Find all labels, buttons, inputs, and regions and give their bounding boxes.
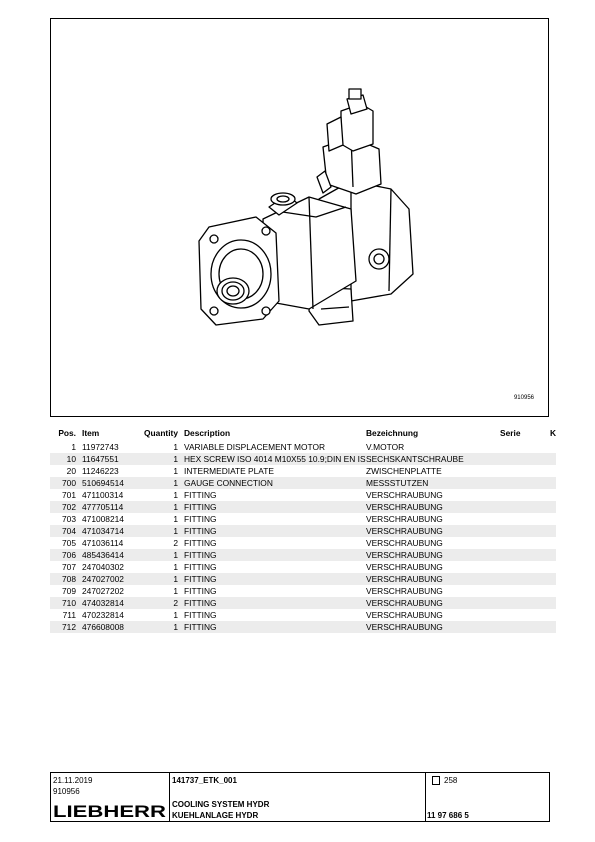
row-item-number: 470232814 [82,610,124,620]
row-quantity: 1 [173,442,178,452]
document-id: 141737_ETK_001 [172,776,237,785]
row-quantity: 1 [173,514,178,524]
row-k [544,585,556,597]
header-serie: Serie [500,427,521,438]
row-serie [500,549,544,561]
row-serie [500,561,544,573]
row-item-number: 485436414 [82,549,136,561]
row-description: FITTING [184,490,217,500]
row-item-number: 474032814 [82,597,136,609]
row-description: FITTING [184,538,217,548]
title-english: COOLING SYSTEM HYDR [172,800,270,809]
row-k [544,597,556,609]
row-description: FITTING [184,501,366,513]
row-item-number: 510694514 [82,477,136,489]
row-pos: 10 [50,453,82,465]
row-serie [500,489,544,501]
row-item-number: 471034714 [82,525,136,537]
page-number: 258 [444,776,458,785]
row-description: FITTING [184,562,217,572]
title-block [50,772,550,822]
row-bezeichnung: VERSCHRAUBUNG [366,610,443,620]
row-description: FITTING [184,573,366,585]
row-bezeichnung: VERSCHRAUBUNG [366,490,443,500]
row-bezeichnung: ZWISCHENPLATTE [366,466,442,476]
row-quantity: 1 [136,477,184,489]
table-header-row [50,424,556,441]
row-item-number: 11972743 [82,442,119,452]
table-row [50,525,556,537]
row-bezeichnung: SECHSKANTSCHRAUBE [366,453,500,465]
drawing-code: 910956 [53,787,80,796]
row-description: FITTING [184,549,366,561]
header-item: Item [82,427,100,438]
row-k [544,537,556,549]
row-pos: 711 [62,610,76,620]
row-item-number: 247027202 [82,586,124,596]
row-description: GAUGE CONNECTION [184,477,366,489]
row-k [544,621,556,633]
table-row [50,609,556,621]
table-row [50,513,556,525]
row-pos: 20 [66,466,76,476]
row-k [544,501,556,513]
row-quantity: 2 [173,538,178,548]
header-description: Description [184,427,231,438]
row-bezeichnung: VERSCHRAUBUNG [366,586,443,596]
row-bezeichnung: VERSCHRAUBUNG [366,538,443,548]
row-bezeichnung: VERSCHRAUBUNG [366,525,500,537]
row-serie [500,453,544,465]
title-block-right [425,773,549,821]
row-k [544,465,556,477]
row-pos: 704 [50,525,82,537]
header-k: K [549,427,556,438]
row-quantity: 1 [173,466,178,476]
row-description: FITTING [184,525,366,537]
row-bezeichnung: VERSCHRAUBUNG [366,597,500,609]
row-k [544,453,556,465]
row-bezeichnung: VERSCHRAUBUNG [366,501,500,513]
row-description: INTERMEDIATE PLATE [184,466,274,476]
row-k [544,561,556,573]
row-serie [500,525,544,537]
row-description: FITTING [184,597,366,609]
row-quantity: 1 [136,573,184,585]
row-k [544,441,556,453]
row-bezeichnung: VERSCHRAUBUNG [366,621,500,633]
row-k [544,489,556,501]
table-row [50,441,556,453]
row-pos: 710 [50,597,82,609]
row-description: VARIABLE DISPLACEMENT MOTOR [184,442,326,452]
row-serie [500,585,544,597]
table-row [50,549,556,561]
row-item-number: 471036114 [82,538,124,548]
row-item-number: 247040302 [82,562,124,572]
row-description: FITTING [184,621,366,633]
table-row [50,597,556,609]
figure-number: 910956 [513,395,534,401]
page-icon [432,776,440,785]
row-pos: 701 [62,490,76,500]
row-k [544,573,556,585]
row-serie [500,501,544,513]
row-serie [500,477,544,489]
row-serie [500,465,544,477]
row-serie [500,609,544,621]
row-quantity: 1 [136,549,184,561]
row-serie [500,597,544,609]
print-date: 21.11.2019 [53,776,93,785]
row-serie [500,537,544,549]
assembly-part-number: 11 97 686 5 [427,811,469,820]
row-pos: 702 [50,501,82,513]
row-pos: 703 [62,514,76,524]
table-row [50,585,556,597]
row-description: HEX SCREW ISO 4014 M10X55 10.9;DIN EN IS [184,454,366,464]
hydraulic-motor-illustration [51,19,548,416]
liebherr-logo [53,803,167,819]
header-pos: Pos. [58,427,76,438]
table-row [50,537,556,549]
header-quantity: Quantity [144,427,178,438]
title-german: KUEHLANLAGE HYDR [172,811,259,820]
row-item-number: 476608008 [82,621,136,633]
row-k [544,513,556,525]
parts-table-body [50,441,556,633]
table-row [50,465,556,477]
row-quantity: 1 [136,501,184,513]
row-serie [500,573,544,585]
row-bezeichnung: VERSCHRAUBUNG [366,573,500,585]
row-serie [500,441,544,453]
row-quantity: 1 [136,525,184,537]
row-pos: 700 [50,477,82,489]
row-pos: 707 [62,562,76,572]
row-pos: 705 [62,538,76,548]
figure-frame [50,18,549,417]
row-k [544,609,556,621]
row-quantity: 1 [173,490,178,500]
row-serie [500,513,544,525]
row-k [544,525,556,537]
table-row [50,561,556,573]
table-row [50,621,556,633]
row-bezeichnung: MESSSTUTZEN [366,477,500,489]
row-pos: 712 [50,621,82,633]
row-quantity: 1 [136,453,184,465]
row-bezeichnung: VERSCHRAUBUNG [366,562,443,572]
table-row [50,453,556,465]
row-item-number: 477705114 [82,501,136,513]
row-quantity: 1 [173,562,178,572]
table-row [50,489,556,501]
row-item-number: 11246223 [82,466,119,476]
row-quantity: 1 [136,621,184,633]
row-quantity: 1 [173,610,178,620]
row-item-number: 247027002 [82,573,136,585]
table-row [50,573,556,585]
table-row [50,477,556,489]
row-item-number: 11647551 [82,453,136,465]
row-bezeichnung: VERSCHRAUBUNG [366,514,443,524]
header-bezeichnung: Bezeichnung [366,427,419,438]
title-block-middle [169,773,426,821]
table-row [50,501,556,513]
row-quantity: 1 [173,586,178,596]
row-bezeichnung: V.MOTOR [366,442,405,452]
row-pos: 709 [62,586,76,596]
row-pos: 708 [50,573,82,585]
row-bezeichnung: VERSCHRAUBUNG [366,549,500,561]
row-description: FITTING [184,610,217,620]
parts-table [50,424,556,633]
row-pos: 706 [50,549,82,561]
title-block-left [51,773,170,821]
logo-text: LIEBHERR [53,803,166,819]
row-item-number: 471008214 [82,514,124,524]
row-description: FITTING [184,586,217,596]
row-quantity: 2 [136,597,184,609]
row-k [544,477,556,489]
row-pos: 1 [71,442,76,452]
row-description: FITTING [184,514,217,524]
row-k [544,549,556,561]
row-item-number: 471100314 [82,490,124,500]
row-serie [500,621,544,633]
